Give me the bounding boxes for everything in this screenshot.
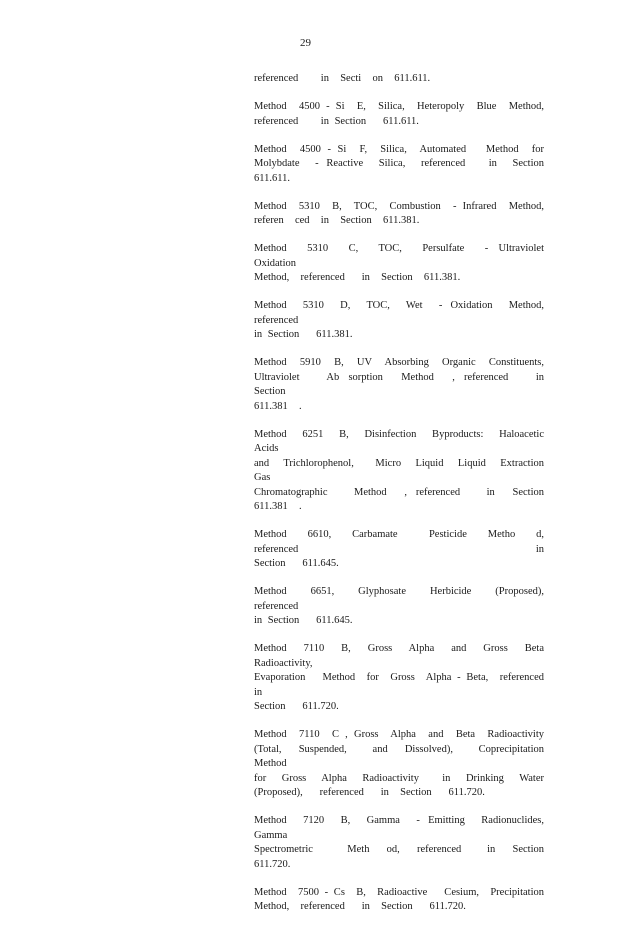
method-entry [254, 528, 556, 572]
method-entry [254, 886, 544, 915]
method-entry [254, 728, 561, 801]
entry-line: Method 7120 B, Gamma - Emitting Radionuclides, Gamma [254, 815, 561, 841]
entry-line: Method 7500 - Cs B, Radioactive Cesium, Precipitation [254, 886, 544, 898]
entry-line: referenced in Secti on 611.611. [254, 73, 431, 84]
entry-line: Molybdate - Reactive Silica, referenced in Section 611.611. [254, 158, 556, 184]
entry-line: Method 6251 B, Disinfection Byproducts: Haloacetic Acids [254, 428, 556, 454]
method-entry [254, 299, 556, 343]
entry-line: Method, referenced in Section 611.720. [254, 901, 466, 912]
entry-line: Method 6651, Glyphosate Herbicide (Proposed), referenced [254, 586, 561, 612]
method-entry [254, 72, 544, 87]
method-entry [254, 428, 561, 515]
method-entry [254, 356, 556, 414]
method-entry [254, 642, 561, 715]
method-entry [254, 814, 561, 872]
entry-line: Section 611.645. [254, 558, 339, 569]
entry-line: Evaporation Method for Gross Alpha - Beta, referenced in [254, 672, 561, 698]
entry-line: Method 5310 B, TOC, Combustion - Infrared Method, [254, 200, 544, 212]
entry-line: Ultraviolet Ab sorption Method , referenced in Section [254, 371, 556, 397]
entry-line: Method 7110 C , Gross Alpha and Beta Radioactivity [254, 729, 544, 740]
entry-line: Method 4500 - Si E, Silica, Heteropoly Blue Method, [254, 101, 544, 112]
entry-line: in Section 611.645. [254, 615, 353, 626]
entry-line: in Section 611.381. [254, 329, 353, 340]
method-entry [254, 200, 544, 229]
entry-line: Method 5310 C, TOC, Persulfate - Ultraviolet Oxidation [254, 243, 556, 269]
entry-line: (Total, Suspended, and Dissolved), Coprecipitation Method [254, 743, 561, 769]
method-entry [254, 242, 556, 286]
method-entry [254, 100, 544, 129]
entry-line: Method 5310 D, TOC, Wet - Oxidation Method, referenced [254, 300, 556, 326]
entry-line: referenced in Section 611.611. [254, 115, 419, 127]
entry-line: referen ced in Section 611.381. [254, 215, 420, 226]
entry-line: Method 5910 B, UV Absorbing Organic Constituents, [254, 357, 544, 368]
entry-line: for Gross Alpha Radioactivity in Drinking Water [254, 772, 544, 784]
page-number: 29 [300, 37, 311, 49]
entry-line: Method 7110 B, Gross Alpha and Gross Beta Radioactivity, [254, 643, 556, 669]
entry-line: Method 6610, Carbamate Pesticide Metho d, referenced in [254, 529, 556, 555]
entry-line: Method, referenced in Section 611.381. [254, 272, 461, 283]
entry-line: Spectrometric Meth od, referenced in Section 611.720. [254, 844, 561, 870]
entry-line: 611.381 . [254, 400, 302, 412]
method-entry [254, 585, 561, 629]
entry-line: (Proposed), referenced in Section 611.720. [254, 787, 485, 798]
method-entry [254, 143, 556, 187]
entry-line: Method 4500 - Si F, Silica, Automated Method for [254, 143, 544, 155]
entry-line: and Trichlorophenol, Micro Liquid Liquid Extraction Gas [254, 457, 556, 483]
entry-line: Chromatographic Method , referenced in Section 611.381 . [254, 486, 561, 512]
entry-line: Section 611.720. [254, 701, 339, 712]
